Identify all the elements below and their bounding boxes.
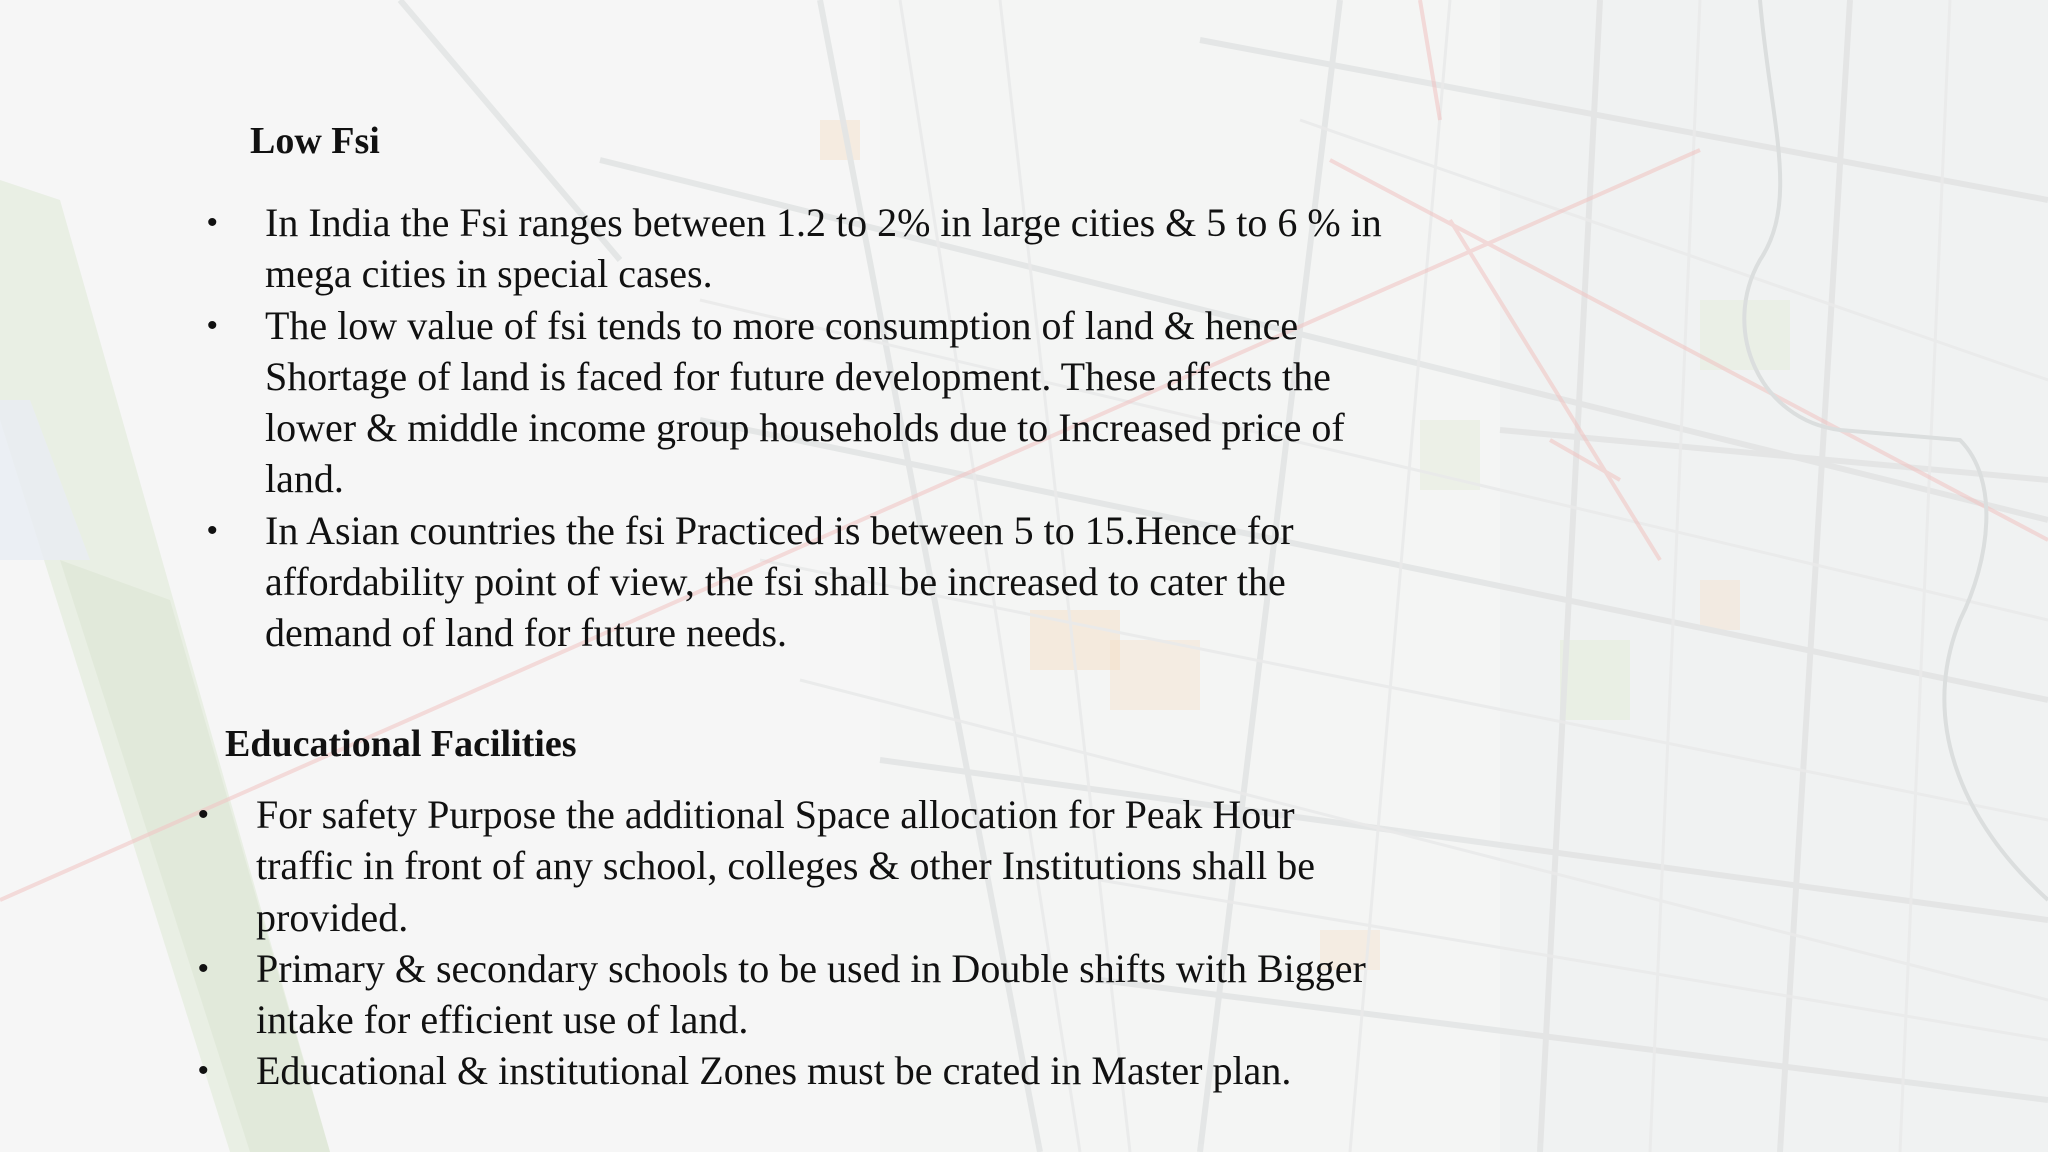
list-item-text: Educational & institutional Zones must be crated in Master plan. [256,1048,1292,1094]
list-item [207,300,1385,505]
list-item-text: For safety Purpose the additional Space allocation for Peak Hour traffic in front of any school, colleges & other Institutions shall be provided. [256,792,1316,940]
bullet-icon: • [198,1054,209,1088]
bullet-icon: • [198,951,209,985]
educational-bullet-list [198,789,1396,1097]
bullet-icon: • [207,513,218,547]
bullet-icon: • [207,206,218,239]
list-item-text: In India the Fsi ranges between 1.2 to 2% in large cities & 5 to 6 % in mega cities in special cases. [265,200,1382,297]
low-fsi-bullet-list [207,197,1385,659]
list-item-text: Primary & secondary schools to be used in Double shifts with Bigger intake for efficient use of land. [256,945,1366,1043]
list-item [198,789,1396,943]
list-item [198,943,1396,1046]
low-fsi-heading: Low Fsi [250,120,380,162]
list-item-text: The low value of fsi tends to more consumption of land & hence Shortage of land is faced for future development. These affects the lower & middle income group households due to Increased price of land. [265,302,1345,502]
bullet-icon: • [198,798,209,831]
bullet-icon: • [207,308,218,342]
list-item [198,1045,1396,1096]
list-item-text: In Asian countries the fsi Practiced is between 5 to 15.Hence for affordability point of view, the fsi shall be increased to cater the demand of land for future needs. [265,507,1294,656]
list-item [207,197,1385,300]
educational-facilities-heading: Educational Facilities [225,723,577,765]
list-item [207,505,1385,659]
